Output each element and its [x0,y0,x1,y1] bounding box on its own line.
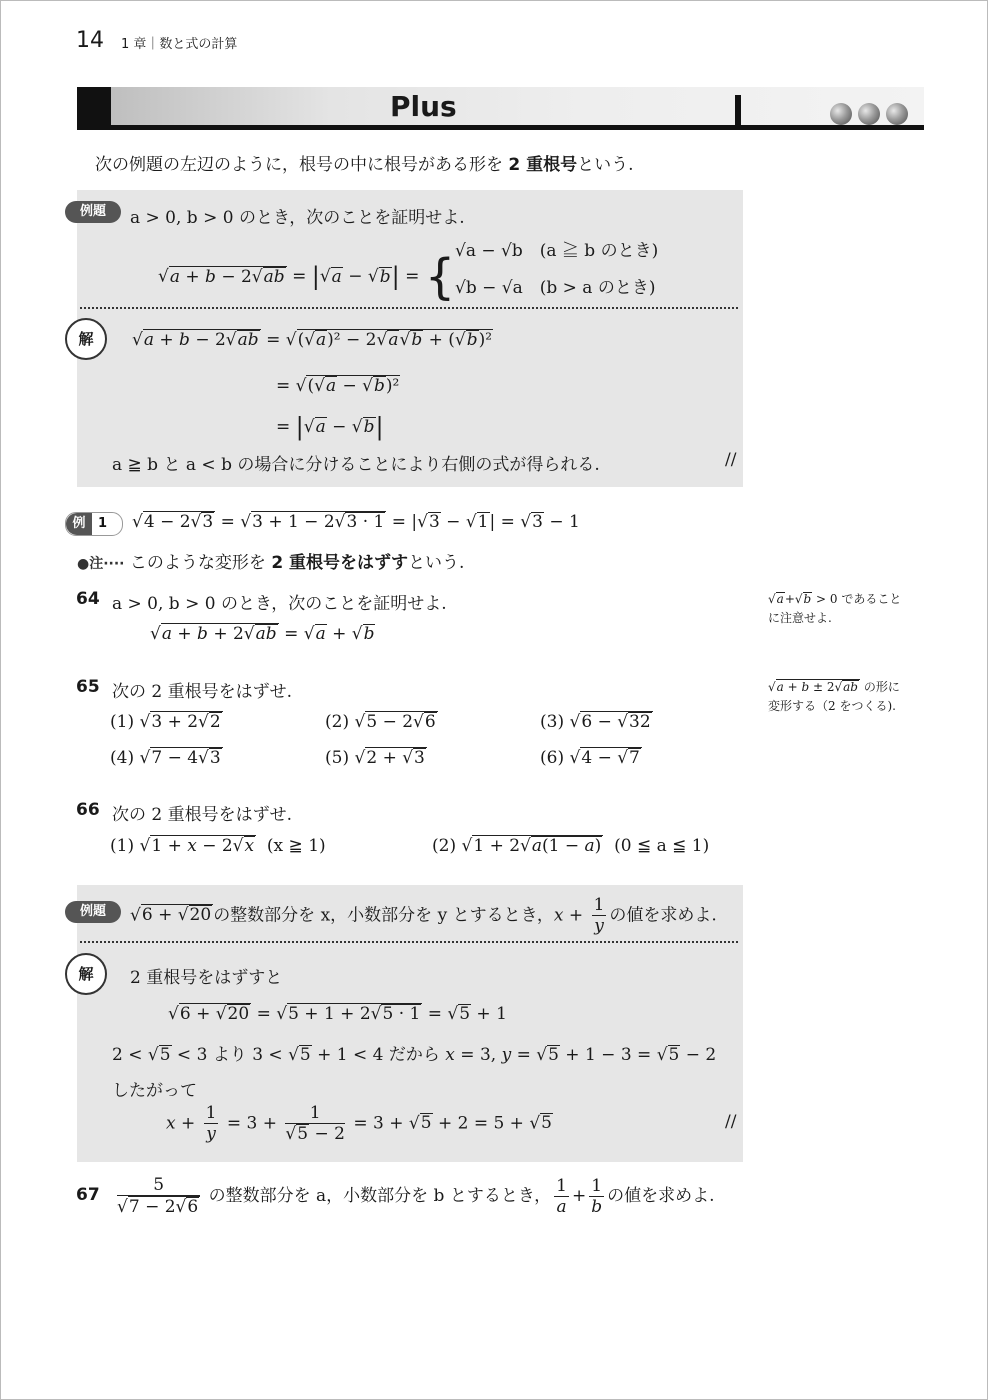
item-label: (6) [540,748,565,768]
solution1-line3: = |√a − √b| [276,413,384,441]
example2-text-b: の値を求めよ. [609,905,717,926]
page-number: 14 [76,28,104,53]
problem-65-item-2: (2) √5 − 2√6 [325,712,436,732]
solution-label: 解 [65,953,107,995]
problem-65-item-3: (3) √6 − √32 [540,712,651,732]
item-label: (1) [110,836,135,856]
intro-text-a: 次の例題の左辺のように，根号の中に根号がある形を [95,155,509,175]
item-condition: (0 ≦ a ≦ 1) [614,836,710,856]
problem-65-item-4: (4) √7 − 4√3 [110,748,221,768]
problem-65-item-1: (1) √3 + 2√2 [110,712,221,732]
item-label: (1) [110,712,135,732]
plus-banner [77,87,924,127]
example1-equation: √a + b − 2√ab = |√a − √b| = { [158,249,456,305]
problem-65-number: 65 [76,677,100,697]
note-text-c: という. [408,553,465,573]
ball-icon [830,103,852,125]
problem-65-text: 次の 2 重根号をはずせ. [112,682,293,702]
problem-66-item-2: (2) √1 + 2√a(1 − a) (0 ≦ a ≦ 1) [432,836,710,856]
problem-66-number: 66 [76,800,100,820]
side-note-65-text-2: 変形する（2 をつくる). [768,699,896,713]
example1-case1: √a − √b (a ≧ b のとき) [455,241,659,261]
item-label: (2) [432,836,457,856]
side-note-65: √a + b ± 2√ab の形に 変形する（2 をつくる). [768,680,900,713]
example-label: 例題 [65,901,121,923]
problem-67-text: $\frac{5}{√7 - 2√6}$ の整数部分を a，小数部分を b とするとき， $\frac{1}{a}$ + $\frac{1}{b}$ の値を求めよ. [117,1175,715,1218]
problem-65-item-6: (6) √4 − √7 [540,748,640,768]
line3-mid: より [212,1045,247,1065]
example2-question: √6 + √20 の整数部分を x，小数部分を y とするとき，x + $\frac{1}{y}$ の値を求めよ. [130,895,717,937]
side-note-64-text-2: に注意せよ. [768,611,832,625]
example2-text-a: の整数部分を x，小数部分を y とするとき， [213,905,554,926]
problem-67-text-a: の整数部分を a，小数部分を b とするとき， [208,1185,552,1206]
note-keyword: 2 重根号をはずす [271,553,409,573]
example1-condition: a > 0, b > 0 のとき，次のことを証明せよ. [130,208,465,228]
problem-66-item-1: (1) √1 + x − 2√x (x ≧ 1) [110,836,326,856]
rei1-equation: √4 − 2√3 = √3 + 1 − 2√3 · 1 = |√3 − √1| = √3 − 1 [132,512,580,532]
problem-64-number: 64 [76,589,100,609]
note-text-a: このような変形を [124,553,272,573]
intro-keyword: 2 重根号 [508,155,578,175]
item-label: (3) [540,712,565,732]
solution2-line5: x + $\frac{1}{y}$ = 3 + $\frac{1}{√5 - 2}$ = 3 + √5 + 2 = 5 + √5 [166,1103,552,1145]
problem-67-number: 67 [76,1185,100,1205]
problem-64-text: a > 0, b > 0 のとき，次のことを証明せよ. [112,594,447,614]
dotted-divider [80,941,738,943]
solution2-line2: √6 + √20 = √5 + 1 + 2√5 · 1 = √5 + 1 [168,1004,507,1024]
side-note-64: √a+√b > 0 であること に注意せよ. [768,592,902,625]
end-mark: // [725,450,737,470]
solution2-line3: 2 < √5 < 3 より 3 < √5 + 1 < 4 だから x = 3, y = √5 + 1 − 3 = √5 − 2 [112,1045,717,1065]
note [77,548,464,573]
problem-67-text-b: の値を求めよ. [607,1185,715,1206]
solution1-conclusion: a ≧ b と a < b の場合に分けることにより右側の式が得られる. [112,455,600,475]
chapter-title: 1 章｜数と式の計算 [121,37,238,52]
intro-text [95,150,634,175]
item-label: (5) [325,748,350,768]
line3-end: だから [388,1045,440,1065]
banner-underline [77,125,924,130]
solution-label: 解 [65,318,107,360]
rei-label-b: 1 [98,516,108,531]
banner-title: Plus [390,90,457,123]
item-label: (4) [110,748,135,768]
banner-block [77,87,111,127]
solution2-line4: したがって [112,1081,197,1101]
solution1-line1: √a + b − 2√ab = √(√a)² − 2√a√b + (√b)² [132,330,493,350]
example1-case2: √b − √a (b > a のとき) [455,278,656,298]
dotted-divider [80,307,738,309]
problem-65-item-5: (5) √2 + √3 [325,748,425,768]
solution1-line2: = √(√a − √b)² [276,376,400,396]
end-mark: // [725,1112,737,1132]
problem-64-equation: √a + b + 2√ab = √a + √b [150,624,375,644]
banner-bar [735,95,741,126]
rei-label [65,512,123,536]
note-label: ●注···· [77,556,125,572]
example-label: 例題 [65,201,121,223]
item-condition: (x ≧ 1) [266,836,326,856]
rei-label-a: 例 [66,513,92,535]
problem-66-text: 次の 2 重根号をはずせ. [112,805,293,825]
side-note-64-text: であること [841,592,902,606]
ball-icon [858,103,880,125]
intro-text-c: という. [577,155,634,175]
ball-icon [886,103,908,125]
solution2-line1: 2 重根号をはずすと [130,968,283,988]
item-label: (2) [325,712,350,732]
side-note-65-text: の形に [863,680,900,694]
